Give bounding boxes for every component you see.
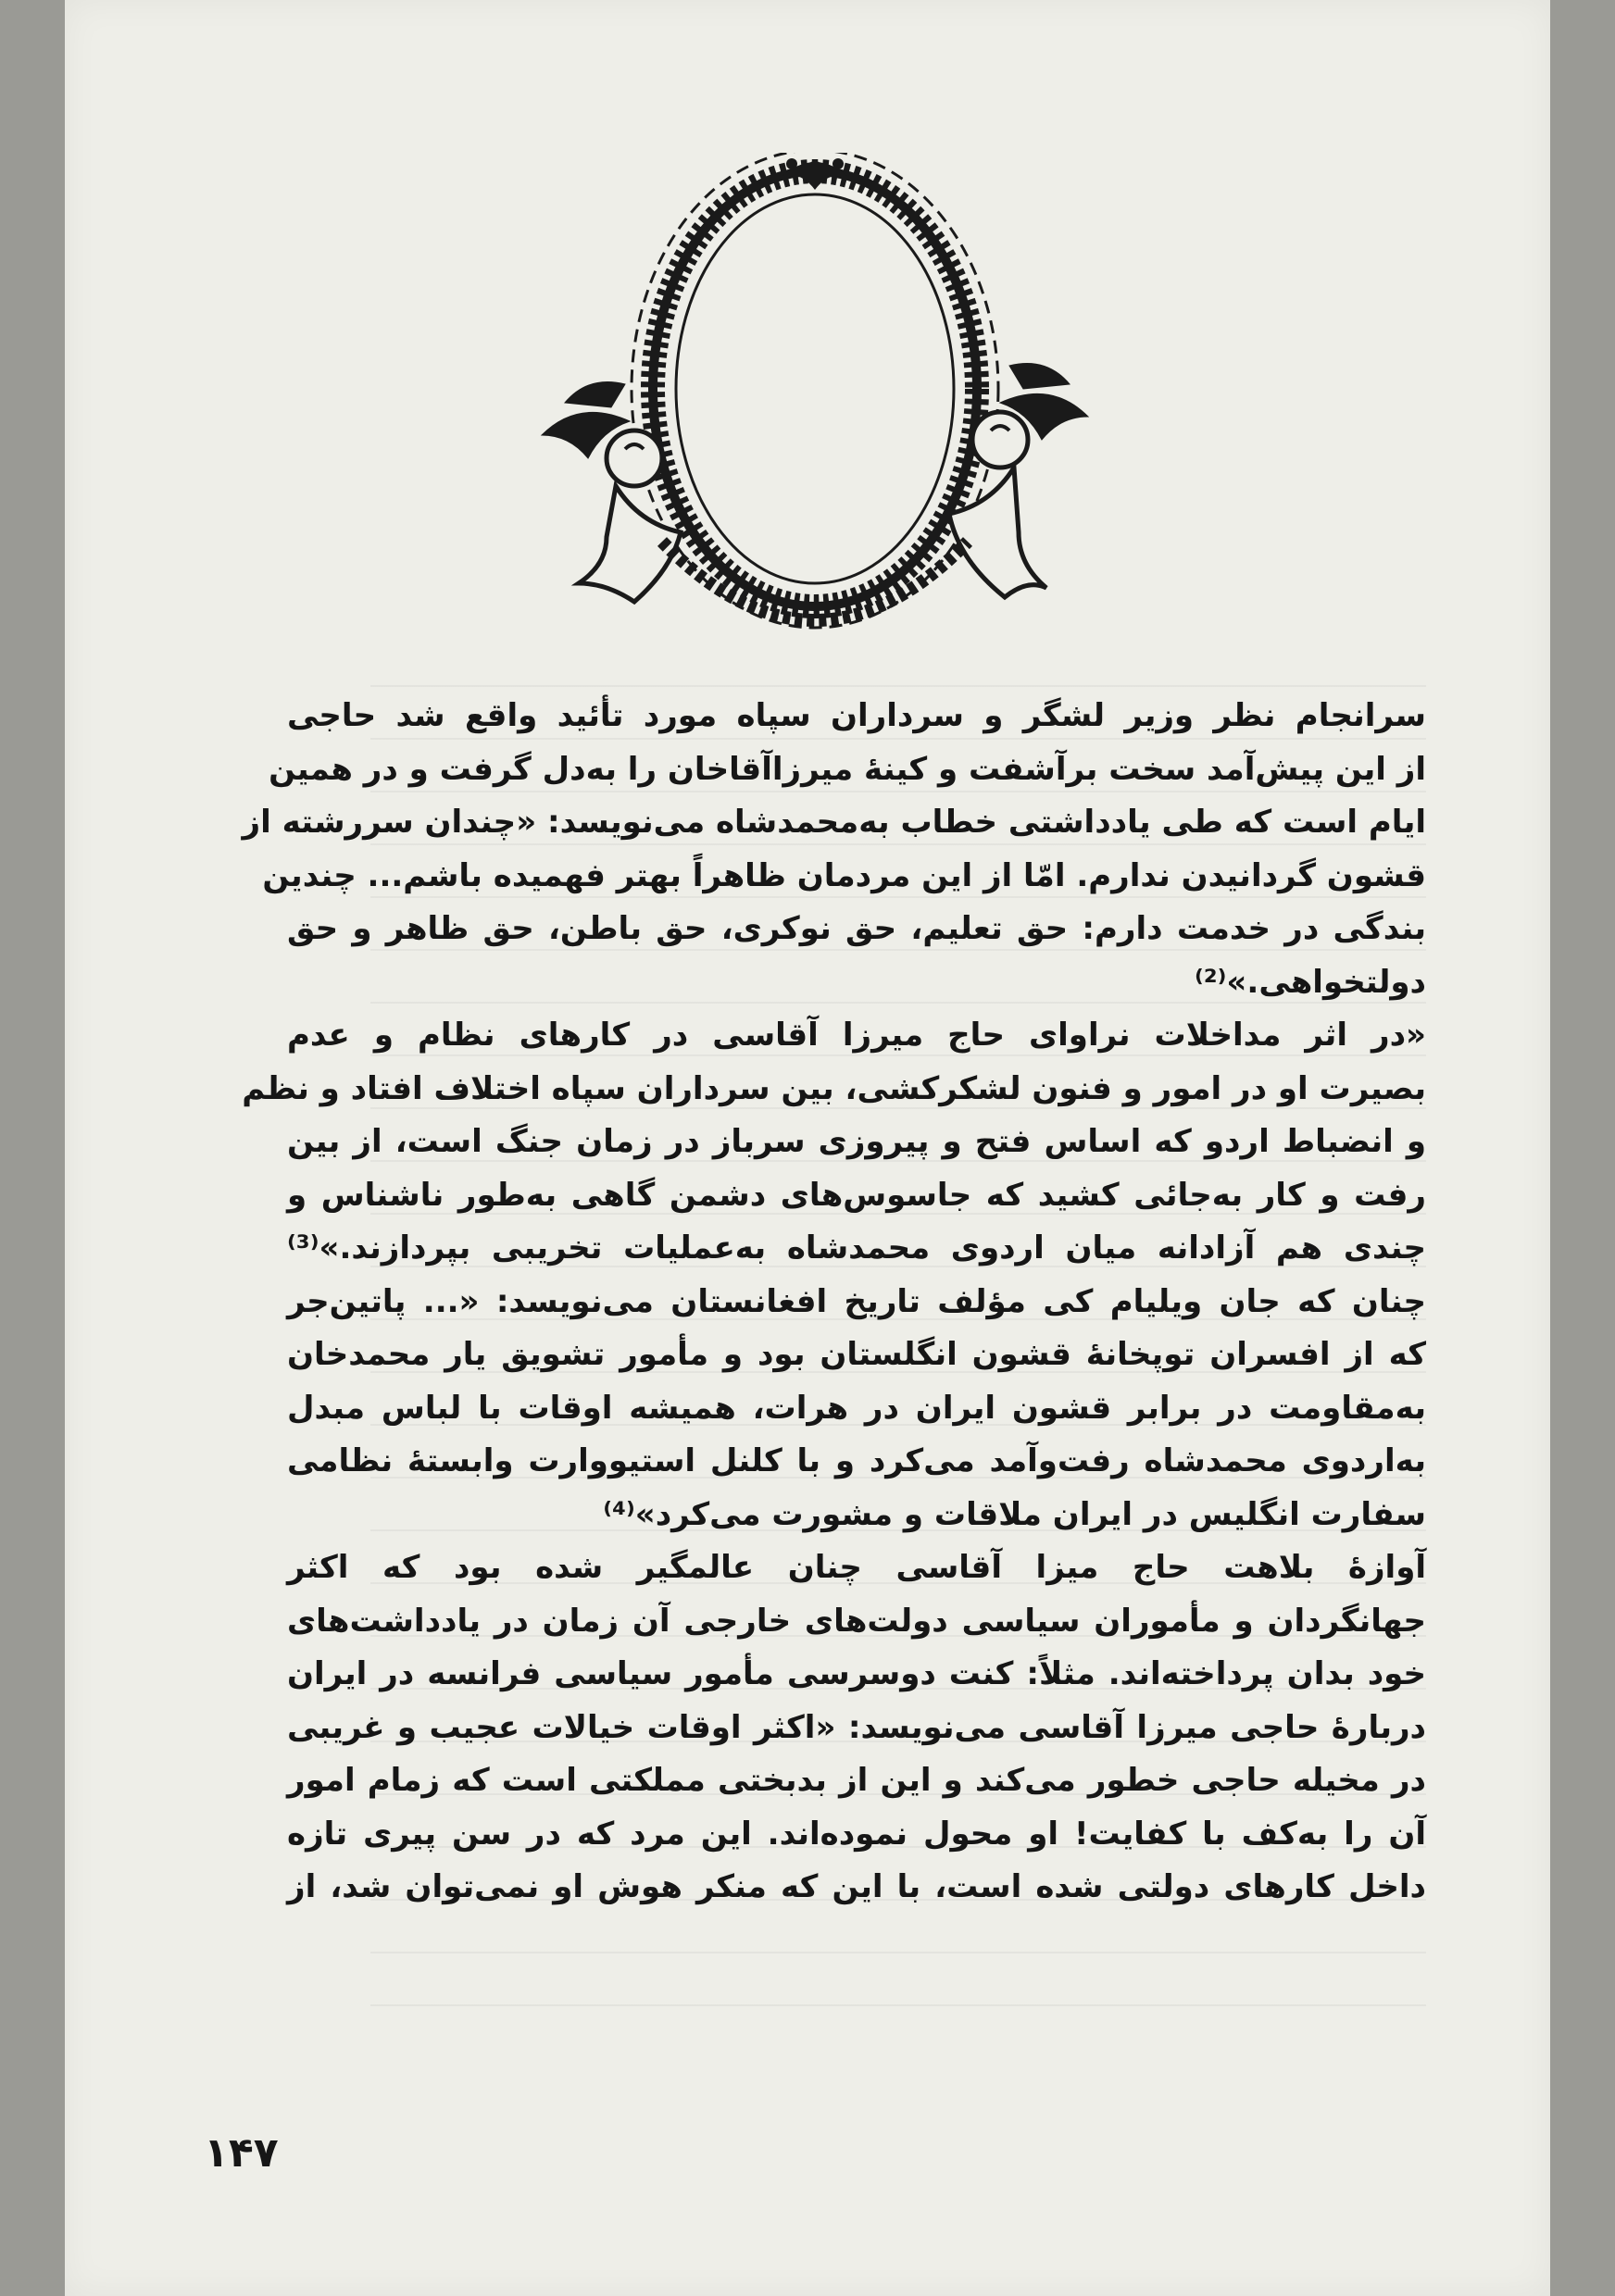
text-line: در مخیله حاجی خطور می‌کند و این از بدبختی مملکتی است که زمام امور (287, 1762, 1426, 1799)
text-line: قشون گردانیدن ندارم. امّا از این مردمان ظاهراً بهتر فهمیده باشم... چندین (262, 856, 1426, 894)
paragraph (242, 690, 1426, 1009)
leaf-crest-icon (782, 158, 847, 190)
text-line: سفارت انگلیس در ایران ملاقات و مشورت می‌کرد»⁽⁴⁾ (603, 1495, 1426, 1533)
right-cherub-icon (949, 364, 1088, 598)
text-line: جهانگردان و مأموران سیاسی دولت‌های خارجی آن زمان در یادداشت‌های (287, 1602, 1426, 1640)
text-line: و انضباط اردو که اساس فتح و پیروزی سرباز در زمان جنگ است، از بین (287, 1123, 1426, 1160)
paragraph (287, 1276, 1426, 1542)
text-line: دولتخواهی.»⁽²⁾ (1194, 963, 1426, 1001)
paragraph (242, 1009, 1426, 1276)
text-line: آن را به‌کف با کفایت! او محول نموده‌اند. این مرد که در سن پیری تازه (287, 1815, 1426, 1853)
text-line: ایام است که طی یادداشتی خطاب به‌محمدشاه می‌نویسد: «چندان سررشته از (242, 804, 1426, 841)
text-line: رفت و کار به‌جائی کشید که جاسوس‌های دشمن گاهی به‌طور ناشناس و (287, 1176, 1426, 1214)
text-line: آوازهٔ بلاهت حاج میزا آقاسی چنان عالمگیر شده بود که اکثر (287, 1549, 1426, 1586)
text-line: بصیرت او در امور و فنون لشکرکشی، بین سرداران سپاه اختلاف افتاد و نظم (242, 1069, 1426, 1107)
text-line: دربارهٔ حاجی میرزا آقاسی می‌نویسد: «اکثر اوقات خیالات عجیب و غریبی (287, 1708, 1426, 1746)
text-line: سرانجام نظر وزیر لشگر و سرداران سپاه مورد تأئید واقع شد حاجی (287, 697, 1426, 734)
paragraph (287, 1541, 1426, 1915)
text-line: بندگی در خدمت دارم: حق تعلیم، حق نوکری، حق باطن، حق ظاهر و حق (287, 910, 1426, 947)
book-page (65, 0, 1550, 2296)
body-text (242, 690, 1426, 1915)
text-line: خود بدان پرداخته‌اند. مثلاً: کنت دوسرسی مأمور سیاسی فرانسه در ایران (287, 1655, 1426, 1692)
text-line: چنان که جان ویلیام کی مؤلف تاریخ افغانستان می‌نویسد: «... پاتین‌جر (287, 1282, 1426, 1320)
page-number: ۱۴۷ (204, 2129, 279, 2177)
text-line: که از افسران توپخانهٔ قشون انگلستان بود و مأمور تشویق یار محمدخان (287, 1336, 1426, 1373)
text-line: از این پیش‌آمد سخت برآشفت و کینهٔ میرزاآقاخان را به‌دل گرفت و در همین (269, 750, 1426, 788)
text-line: به‌اردوی محمدشاه رفت‌وآمد می‌کرد و با کلنل استیووارت وابستهٔ نظامی (287, 1442, 1426, 1479)
text-line: به‌مقاومت در برابر قشون ایران در هرات، همیشه اوقات با لباس مبدل (287, 1389, 1426, 1427)
text-line: داخل کارهای دولتی شده است، با این که منکر هوش او نمی‌توان شد، از (287, 1868, 1426, 1905)
wreath-with-cherubs-ornament (532, 153, 1097, 676)
text-line: چندی هم آزادانه میان اردوی محمدشاه به‌عملیات تخریبی بپردازند.»⁽³⁾ (287, 1229, 1426, 1267)
text-line: «در اثر مداخلات نراوای حاج میرزا آقاسی در کارهای نظام و عدم (287, 1017, 1426, 1054)
